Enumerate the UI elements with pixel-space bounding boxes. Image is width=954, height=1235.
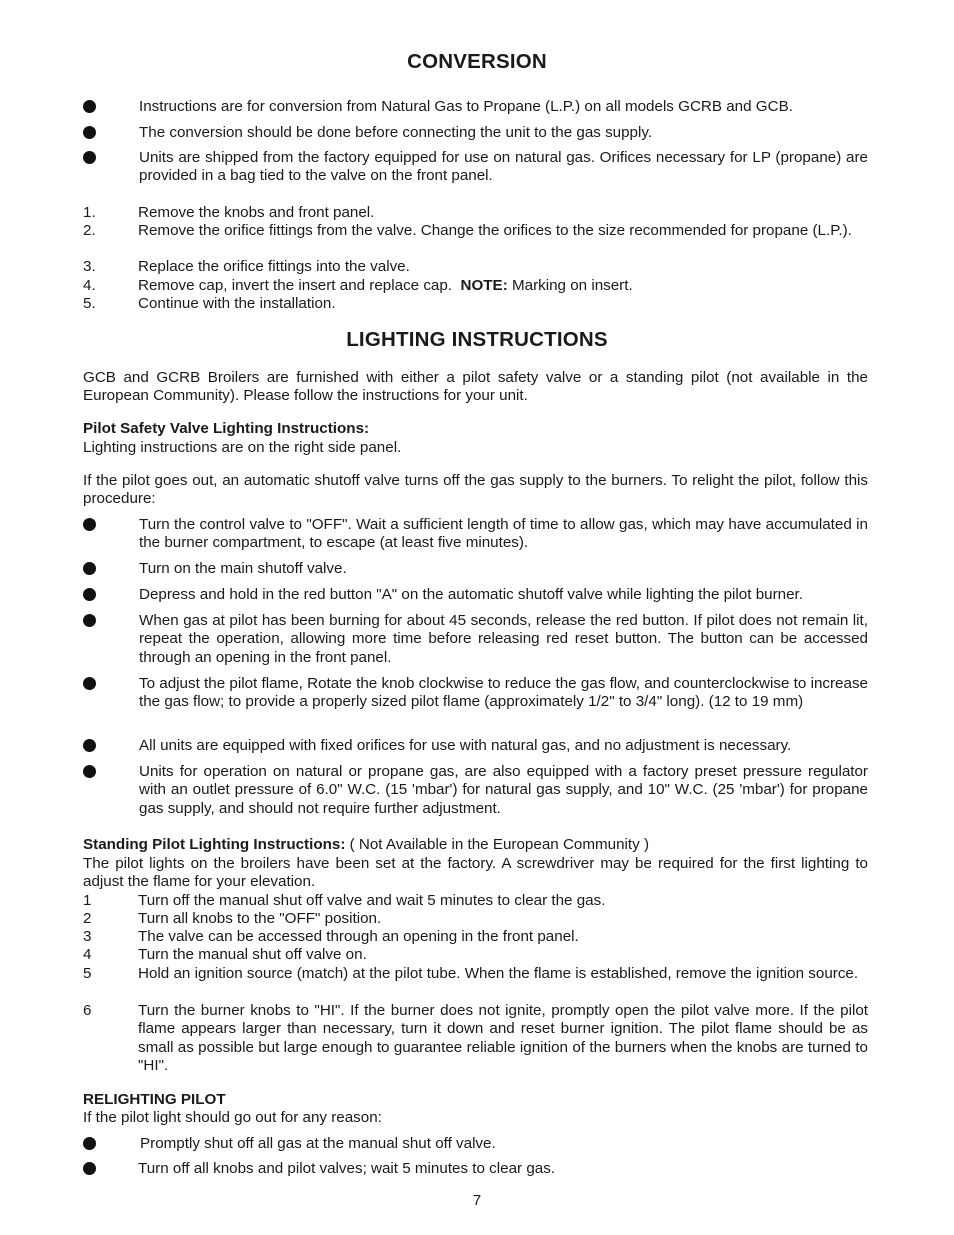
bullet-icon [83, 765, 96, 778]
bullet-text: Depress and hold in the red button "A" on the automatic shutoff valve while lighting the pilot burner. [139, 586, 803, 603]
bullet-icon [83, 1162, 96, 1175]
step-number: 3. [83, 258, 96, 275]
psv-paragraph: If the pilot goes out, an automatic shutoff valve turns off the gas supply to the burners. To relight the pilot, follow this procedure: [83, 472, 868, 508]
lighting-heading: LIGHTING INSTRUCTIONS [346, 328, 608, 351]
step-number: 4. [83, 277, 96, 294]
step-number: 2 [83, 910, 92, 927]
step-text: Turn the manual shut off valve on. [138, 946, 367, 963]
sp-heading-line [83, 836, 868, 854]
step-number: 2. [83, 222, 96, 239]
step-number: 1 [83, 892, 92, 909]
note-label: NOTE: [460, 277, 508, 294]
bullet-text: Units for operation on natural or propane gas, are also equipped with a factory preset pressure regulator with an outlet pressure of 6.0" W.C. (15 'mbar') for natural gas supply, and 10" W.C. (25 'mbar') for propane gas supply, and should not require further adjustment. [139, 763, 868, 817]
bullet-text: Promptly shut off all gas at the manual shut off valve. [140, 1135, 496, 1152]
step-text: Remove the orifice fittings from the valve. Change the orifices to the size recommended for propane (L.P.). [138, 222, 852, 239]
sp-intro: The pilot lights on the broilers have been set at the factory. A screwdriver may be required for the first lighting to adjust the flame for your elevation. [83, 855, 868, 891]
bullet-text: Units are shipped from the factory equipped for use on natural gas. Orifices necessary for LP (propane) are provided in a bag tied to the valve on the front panel. [139, 149, 868, 185]
step-text: Hold an ignition source (match) at the pilot tube. When the flame is established, remove the ignition source. [138, 965, 859, 982]
bullet-text: Instructions are for conversion from Natural Gas to Propane (L.P.) on all models GCRB and GCB. [139, 98, 793, 115]
step-text: Remove the knobs and front panel. [138, 204, 375, 221]
step-number: 1. [83, 204, 96, 221]
page-number: 7 [472, 1192, 482, 1209]
bullet-text: Turn on the main shutoff valve. [139, 560, 347, 577]
step-text: Turn the burner knobs to "HI". If the burner does not ignite, promptly open the pilot valve more. If the pilot flame appears larger than necessary, turn it down and reset burner ignition. The pilot flame should be as small as possible but large enough to guarantee reliable ignition of the burners when the knobs are turned to "HI". [138, 1002, 868, 1074]
bullet-icon [83, 677, 96, 690]
bullet-text: When gas at pilot has been burning for about 45 seconds, release the red button. If pilot does not remain lit, repeat the operation, allowing more time before releasing red reset button. The button can be accessed through an opening in the front panel. [139, 612, 868, 666]
step-number: 5. [83, 295, 96, 312]
step-number: 6 [83, 1002, 92, 1019]
bullet-icon [83, 562, 96, 575]
step-text: Continue with the installation. [138, 295, 336, 312]
note-text: Marking on insert. [507, 277, 633, 294]
step-text [138, 277, 868, 295]
step-text: Replace the orifice fittings into the valve. [138, 258, 410, 275]
bullet-text: Turn off all knobs and pilot valves; wait 5 minutes to clear gas. [138, 1160, 556, 1177]
bullet-icon [83, 518, 96, 531]
sp-heading-note: ( Not Available in the European Community ) [345, 836, 650, 853]
bullet-icon [83, 100, 96, 113]
bullet-text: All units are equipped with fixed orifices for use with natural gas, and no adjustment is necessary. [139, 737, 792, 754]
bullet-icon [83, 739, 96, 752]
conversion-heading: CONVERSION [407, 50, 547, 73]
step-text: Turn off the manual shut off valve and wait 5 minutes to clear the gas. [138, 892, 606, 909]
psv-line: Lighting instructions are on the right side panel. [83, 439, 402, 456]
bullet-icon [83, 1137, 96, 1150]
step-text: The valve can be accessed through an opening in the front panel. [138, 928, 579, 945]
bullet-icon [83, 151, 96, 164]
bullet-text: Turn the control valve to "OFF". Wait a sufficient length of time to allow gas, which may have accumulated in the burner compartment, to escape (at least five minutes). [139, 516, 868, 552]
relight-intro: If the pilot light should go out for any reason: [83, 1109, 382, 1126]
step-number: 5 [83, 965, 92, 982]
bullet-icon [83, 126, 96, 139]
lighting-intro: GCB and GCRB Broilers are furnished with either a pilot safety valve or a standing pilot (not available in the European Community). Please follow the instructions for your unit. [83, 369, 868, 405]
bullet-text: To adjust the pilot flame, Rotate the knob clockwise to reduce the gas flow, and counterclockwise to increase the gas flow; to provide a properly sized pilot flame (approximately 1/2" to 3/4" long). (12 to 19 mm) [139, 675, 868, 711]
bullet-text: The conversion should be done before connecting the unit to the gas supply. [139, 124, 653, 141]
sp-heading: Standing Pilot Lighting Instructions: [83, 836, 346, 853]
step-number: 4 [83, 946, 92, 963]
relight-heading: RELIGHTING PILOT [83, 1091, 226, 1108]
bullet-icon [83, 614, 96, 627]
step-text-main: Remove cap, invert the insert and replace cap. [138, 277, 453, 294]
step-text: Turn all knobs to the "OFF" position. [138, 910, 382, 927]
step-number: 3 [83, 928, 92, 945]
bullet-icon [83, 588, 96, 601]
psv-heading: Pilot Safety Valve Lighting Instructions: [83, 420, 370, 437]
